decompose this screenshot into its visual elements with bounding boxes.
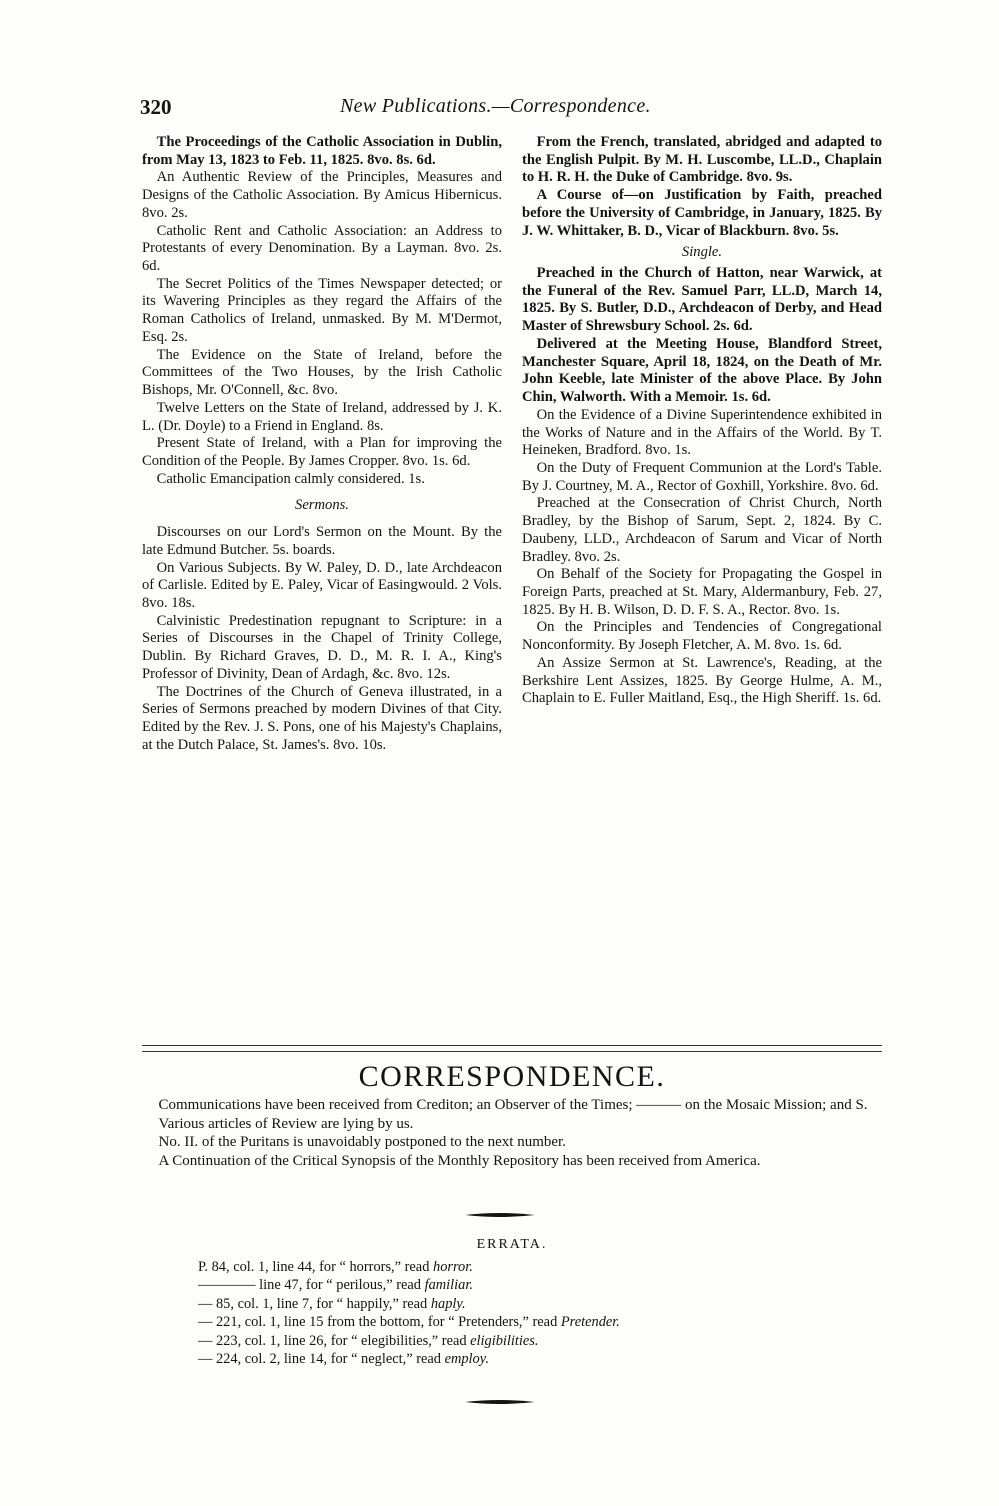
publication-entry: Catholic Emancipation calmly considered. 1s. — [156, 470, 425, 487]
correspondence-heading: CORRESPONDENCE. — [358, 1060, 666, 1093]
publication-entry: On the Principles and Tendencies of Congregational Nonconformity. By Joseph Fletcher, A. M. 8vo. 1s. 6d. — [522, 619, 882, 654]
errata-heading: ERRATA. — [476, 1237, 548, 1252]
errata-item: — 223, col. 1, line 26, for “ elegibilities,” read eligibilities. — [198, 1332, 539, 1349]
errata-list — [198, 1258, 898, 1368]
errata-item: — 221, col. 1, line 15 from the bottom, for “ Pretenders,” read Pretender. — [198, 1314, 620, 1331]
flourish-ornament-icon — [465, 1399, 535, 1405]
publication-entry: From the French, translated, abridged and adapted to the English Pulpit. By M. H. Luscombe, LL.D., Chaplain to H. R. H. the Duke of Cambridge. 8vo. 9s. — [522, 134, 882, 186]
correspondence-body — [142, 1096, 882, 1170]
publication-entry: Present State of Ireland, with a Plan for improving the Condition of the People. By James Cropper. 8vo. 1s. 6d. — [142, 435, 502, 469]
publication-entry: Preached in the Church of Hatton, near Warwick, at the Funeral of the Rev. Samuel Parr, LL.D, March 14, 1825. By S. Butler, D.D., Archdeacon of Derby, and Head Master of Shrewsbury School. 2s. 6d. — [522, 265, 882, 335]
errata-correction: Pretender. — [560, 1314, 620, 1331]
errata-item: P. 84, col. 1, line 44, for “ horrors,” read horror. — [198, 1259, 473, 1275]
page-number: 320 — [140, 95, 172, 119]
right-column — [522, 134, 882, 708]
section-heading-sermons: Sermons. — [295, 497, 349, 514]
page-header — [140, 95, 880, 121]
errata-correction: horror. — [433, 1259, 473, 1275]
errata-item: — 224, col. 2, line 14, for “ neglect,” read employ. — [198, 1351, 489, 1368]
publication-entry: An Authentic Review of the Principles, Measures and Designs of the Catholic Association. By Amicus Hibernicus. 8vo. 2s. — [142, 169, 502, 221]
errata-correction: eligibilities. — [470, 1332, 539, 1349]
correspondence-paragraph: No. II. of the Puritans is unavoidably postponed to the next number. — [158, 1134, 566, 1151]
publication-entry: On Various Subjects. By W. Paley, D. D., late Archdeacon of Carlisle. Edited by E. Paley, Vicar of Easingwould. 2 Vols. 8vo. 18s. — [142, 559, 502, 611]
errata-correction: haply. — [430, 1295, 466, 1312]
publication-entry: On Behalf of the Society for Propagating the Gospel in Foreign Parts, preached at St. Mary, Aldermanbury, Feb. 27, 1825. By H. B. Wilson, D. D. F. S. A., Rector. 8vo. 1s. — [522, 566, 882, 618]
errata-item: ———— line 47, for “ perilous,” read familiar. — [198, 1277, 473, 1294]
errata-correction: familiar. — [424, 1277, 473, 1294]
publication-entry: Catholic Rent and Catholic Association: an Address to Protestants of every Denomination. By a Layman. 8vo. 2s. 6d. — [142, 222, 502, 275]
section-heading-single: Single. — [681, 244, 723, 261]
errata-item: — 85, col. 1, line 7, for “ happily,” read haply. — [198, 1295, 466, 1312]
correspondence-paragraph: A Continuation of the Critical Synopsis of the Monthly Repository has been received from America. — [158, 1152, 761, 1169]
flourish-ornament-icon — [465, 1212, 535, 1218]
correspondence-paragraph: Communications have been received from Crediton; an Observer of the Times; ——— on the Mosaic Mission; and S. — [158, 1097, 868, 1113]
publication-entry: Discourses on our Lord's Sermon on the Mount. By the late Edmund Butcher. 5s. boards. — [142, 524, 502, 558]
publication-entry: Twelve Letters on the State of Ireland, addressed by J. K. L. (Dr. Doyle) to a Friend in England. 8s. — [142, 399, 502, 434]
publication-entry: The Proceedings of the Catholic Association in Dublin, from May 13, 1823 to Feb. 11, 1825. 8vo. 8s. 6d. — [142, 134, 502, 168]
publication-entry: The Evidence on the State of Ireland, before the Committees of the Two Houses, by the Irish Catholic Bishops, Mr. O'Connell, &c. 8vo. — [142, 346, 502, 399]
publication-entry: A Course of—on Justification by Faith, preached before the University of Cambridge, in January, 1825. By J. W. Whittaker, B. D., Vicar of Blackburn. 8vo. 5s. — [522, 187, 882, 239]
publication-entry: The Secret Politics of the Times Newspaper detected; or its Wavering Principles as they regard the Affairs of the Roman Catholics of Ireland, unmasked. By M. M'Dermot, Esq. 2s. — [142, 275, 502, 345]
publication-entry: Preached at the Consecration of Christ Church, North Bradley, by the Bishop of Sarum, Sept. 2, 1824. By C. Daubeny, LLD., Archdeacon of Sarum and Vicar of North Bradley. 8vo. 2s. — [522, 495, 882, 565]
running-head: New Publications.—Correspondence. — [340, 95, 651, 117]
publication-entry: The Doctrines of the Church of Geneva illustrated, in a Series of Sermons preached by modern Divines of that City. Edited by the Rev. J. S. Pons, one of his Majesty's Chaplains, at the Dutch Palace, St. James's. 8vo. 10s. — [142, 683, 502, 753]
publication-entry: On the Evidence of a Divine Superintendence exhibited in the Works of Nature and in the Affairs of the World. By T. Heineken, Bradford. 8vo. 1s. — [522, 406, 882, 459]
double-rule-divider — [142, 1045, 882, 1052]
left-column — [142, 134, 502, 754]
correspondence-paragraph: Various articles of Review are lying by us. — [158, 1115, 414, 1132]
publication-entry: On the Duty of Frequent Communion at the Lord's Table. By J. Courtney, M. A., Rector of Goxhill, Yorkshire. 8vo. 6d. — [522, 459, 882, 494]
errata-correction: employ. — [444, 1351, 489, 1368]
publication-entry: Delivered at the Meeting House, Blandford Street, Manchester Square, April 18, 1824, on the Death of Mr. John Keeble, late Minister of the above Place. By John Chin, Walworth. With a Memoir. 1s. 6d. — [522, 335, 882, 406]
publication-entry: Calvinistic Predestination repugnant to Scripture: in a Series of Discourses in the Chapel of Trinity College, Dublin. By Richard Graves, D. D., M. R. I. A., King's Professor of Divinity, Dean of Ardagh, &c. 8vo. 12s. — [142, 612, 502, 682]
publication-entry: An Assize Sermon at St. Lawrence's, Reading, at the Berkshire Lent Assizes, 1825. By George Hulme, A. M., Chaplain to E. Fuller Maitland, Esq., the High Sheriff. 1s. 6d. — [522, 654, 882, 707]
